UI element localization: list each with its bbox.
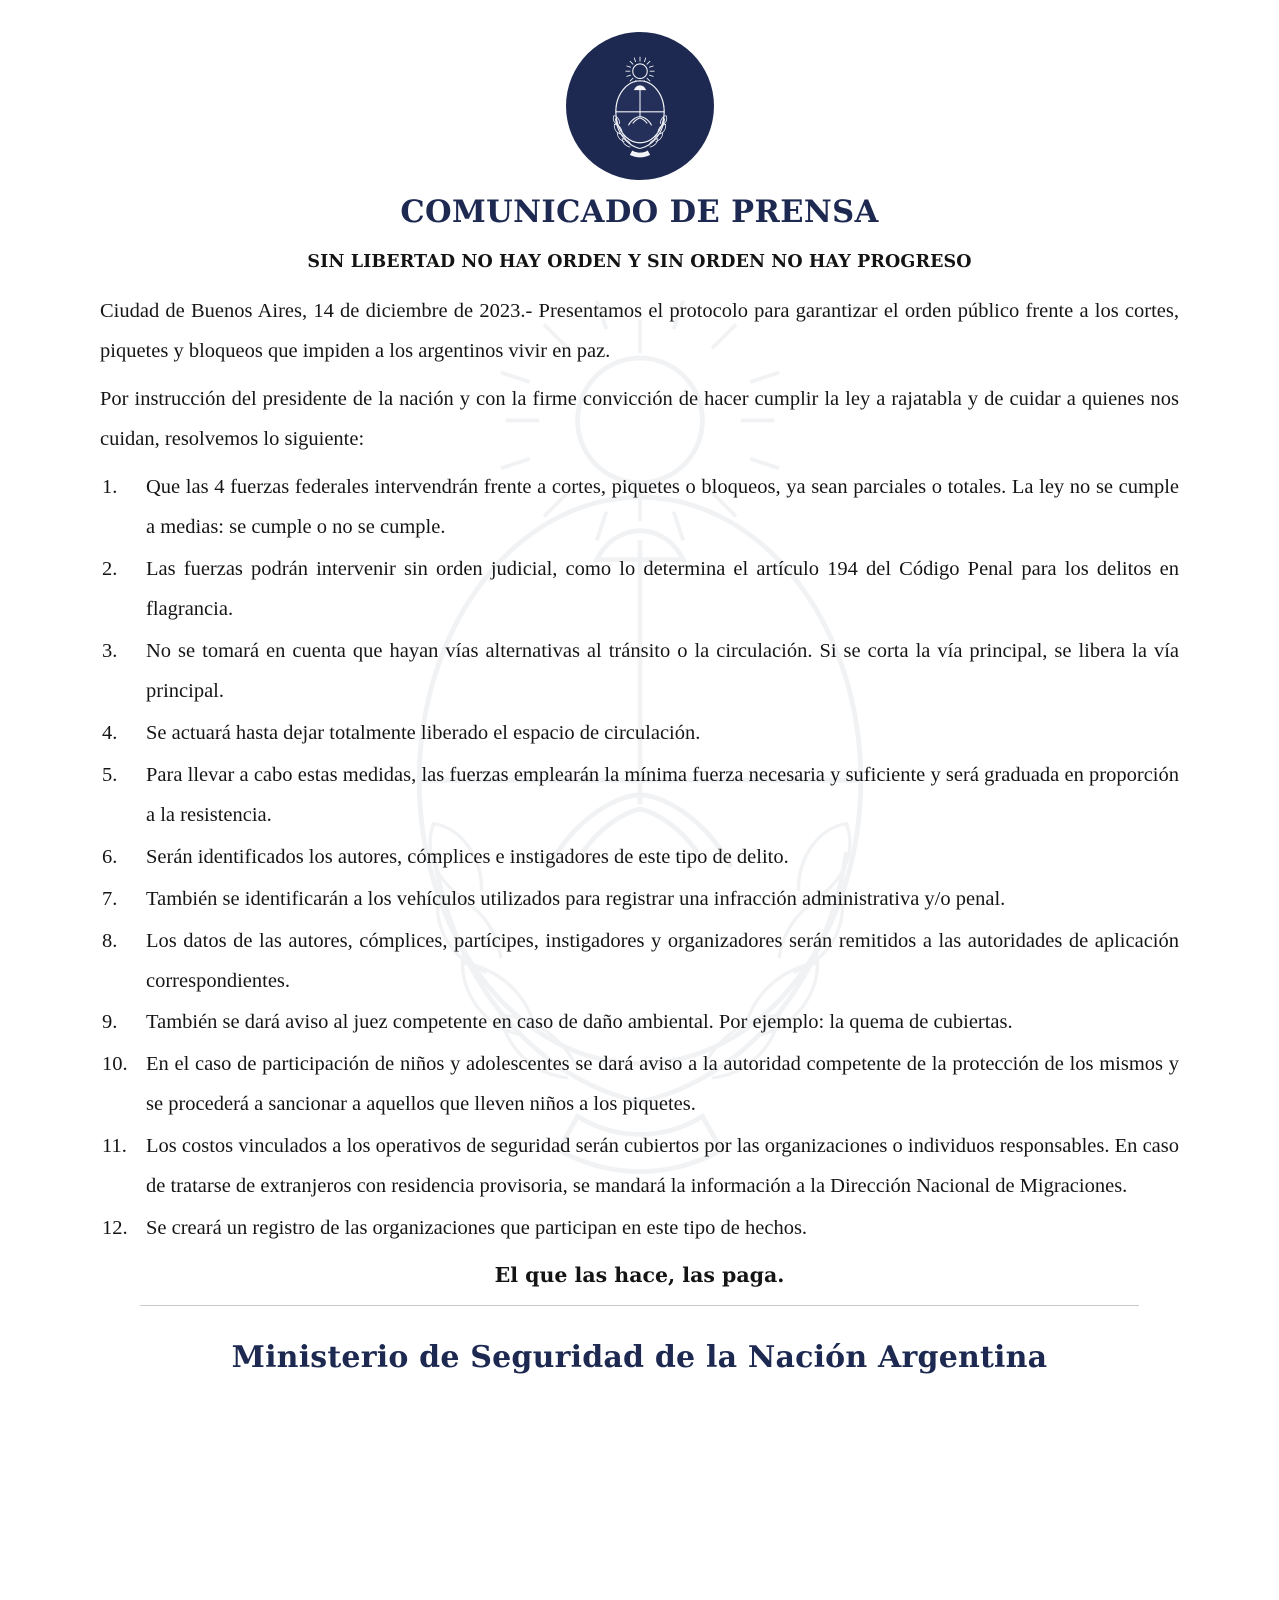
list-item-text: Los datos de las autores, cómplices, partícipes, instigadores y organizadores serán remitidos a las autoridades de aplicación correspondientes. bbox=[146, 929, 1179, 992]
list-item bbox=[100, 1045, 1179, 1125]
list-item-number: 10. bbox=[102, 1053, 128, 1076]
ministry-name: Ministerio de Seguridad de la Nación Argentina bbox=[231, 1340, 1048, 1376]
list-item bbox=[100, 714, 1179, 754]
list-item-number: 8. bbox=[102, 929, 118, 952]
list-item bbox=[100, 468, 1179, 548]
list-item bbox=[100, 756, 1179, 836]
list-item-text: Que las 4 fuerzas federales intervendrán frente a cortes, piquetes o bloqueos, ya sean parciales o totales. La ley no se cumple a medias: se cumple o no se cumple. bbox=[146, 475, 1179, 538]
list-item-number: 3. bbox=[102, 639, 118, 662]
list-item-number: 7. bbox=[102, 887, 118, 910]
list-item bbox=[100, 880, 1179, 920]
list-item-text: En el caso de participación de niños y adolescentes se dará aviso a la autoridad competente de la protección de los mismos y se procederá a sancionar a aquellos que lleven niños a los piquetes. bbox=[146, 1053, 1179, 1116]
list-item-text: Las fuerzas podrán intervenir sin orden judicial, como lo determina el artículo 194 del Código Penal para los delitos en flagrancia. bbox=[146, 557, 1179, 620]
argentina-coat-of-arms-icon bbox=[566, 32, 714, 180]
list-item-text: Para llevar a cabo estas medidas, las fuerzas emplearán la mínima fuerza necesaria y suficiente y será graduada en proporción a la resistencia. bbox=[146, 763, 1179, 826]
list-item-text: Se actuará hasta dejar totalmente liberado el espacio de circulación. bbox=[146, 721, 701, 744]
document-footer bbox=[100, 1306, 1179, 1401]
list-item bbox=[100, 1003, 1179, 1043]
measures-list bbox=[100, 468, 1179, 1249]
document-subtitle: SIN LIBERTAD NO HAY ORDEN Y SIN ORDEN NO HAY PROGRESO bbox=[307, 252, 972, 272]
list-item-text: Serán identificados los autores, cómplices e instigadores de este tipo de delito. bbox=[146, 845, 789, 868]
list-item bbox=[100, 922, 1179, 1002]
list-item-number: 9. bbox=[102, 1011, 118, 1034]
list-item-text: Se creará un registro de las organizaciones que participan en este tipo de hechos. bbox=[146, 1217, 808, 1240]
list-item-number: 4. bbox=[102, 721, 118, 744]
emblem-container bbox=[100, 32, 1179, 180]
closing-statement: El que las hace, las paga. bbox=[494, 1263, 785, 1288]
list-item bbox=[100, 550, 1179, 630]
list-item-number: 1. bbox=[102, 475, 118, 498]
page-title: COMUNICADO DE PRENSA bbox=[400, 194, 879, 230]
intro-paragraph-2: Por instrucción del presidente de la nación y con la firme convicción de hacer cumplir la ley a rajatabla y de cuidar a quienes nos cuidan, resolvemos lo siguiente: bbox=[100, 387, 1179, 450]
list-item-text: También se dará aviso al juez competente en caso de daño ambiental. Por ejemplo: la quema de cubiertas. bbox=[146, 1011, 1013, 1034]
list-item-number: 11. bbox=[102, 1135, 127, 1158]
list-item bbox=[100, 838, 1179, 878]
intro-paragraph-1: Ciudad de Buenos Aires, 14 de diciembre de 2023.- Presentamos el protocolo para garantizar el orden público frente a los cortes, piquetes y bloqueos que impiden a los argentinos vivir en paz. bbox=[100, 300, 1179, 362]
list-item-text: No se tomará en cuenta que hayan vías alternativas al tránsito o la circulación. Si se corta la vía principal, se libera la vía principal. bbox=[146, 639, 1179, 702]
list-item-number: 5. bbox=[102, 763, 118, 786]
list-item-number: 2. bbox=[102, 557, 118, 580]
list-item-number: 6. bbox=[102, 845, 118, 868]
list-item-text: También se identificarán a los vehículos utilizados para registrar una infracción administrativa y/o penal. bbox=[146, 887, 1006, 910]
list-item bbox=[100, 1127, 1179, 1207]
list-item bbox=[100, 632, 1179, 712]
list-item-text: Los costos vinculados a los operativos de seguridad serán cubiertos por las organizaciones o individuos responsables. En caso de tratarse de extranjeros con residencia provisoria, se mandará la información a la Dirección Nacional de Migraciones. bbox=[146, 1135, 1179, 1198]
list-item bbox=[100, 1209, 1179, 1249]
list-item-number: 12. bbox=[102, 1217, 128, 1240]
